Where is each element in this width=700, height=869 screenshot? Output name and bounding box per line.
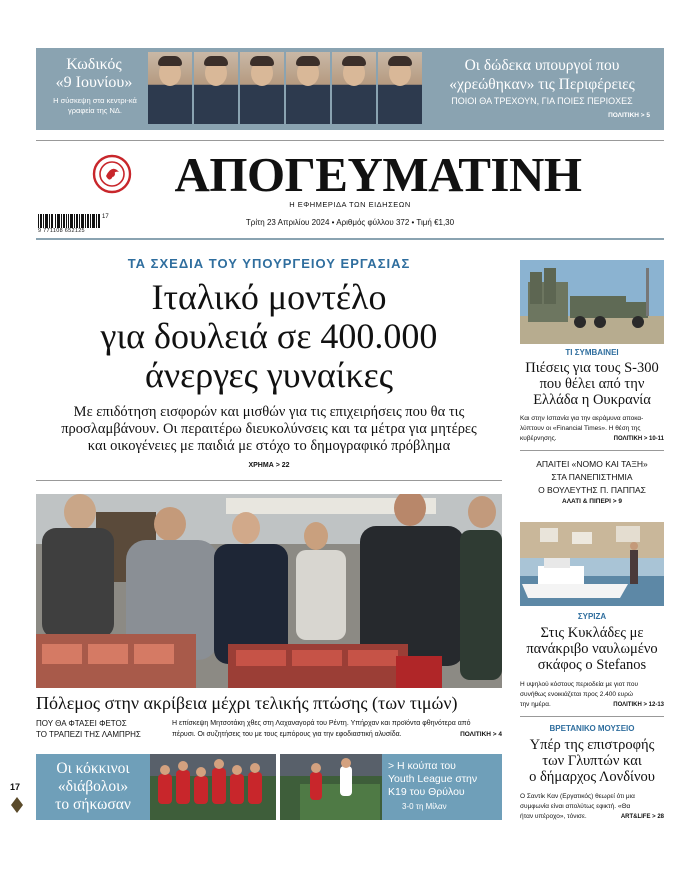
s3-title-line-3: σκάφος ο Stefanos — [537, 657, 647, 673]
s3-body-line-2: συνήθως ενοικιάζεται προς 2.400 ευρώ — [520, 691, 633, 698]
s4-body-line-2: συμφωνία είναι απολύτως εφικτή. «Θα — [520, 803, 631, 810]
s1-title-line-1: Πιέσεις για τους S-300 — [525, 360, 659, 376]
sports-strip — [36, 754, 502, 820]
second-body-line-2: πέρυσι. Οι συζητήσεις του με τους εμπόρους για την εφοδιαστική αλυσίδα. — [172, 731, 402, 738]
s2-line-3: Ο ΒΟΥΛΕΥΤΗΣ Π. ΠΑΠΠΑΣ — [538, 485, 646, 495]
s1-title-line-3: Ελλάδα η Ουκρανία — [533, 392, 651, 408]
second-body-line-1: Η επίσκεψη Μητσοτάκη χθες στη Λαχαναγορά του Ρέντη. Υπήρχαν και προϊόντα φθηνότερα από — [172, 720, 471, 727]
lead-headline-line-1: Ιταλικό μοντέλο — [151, 277, 387, 317]
market-visit-photo — [36, 494, 502, 688]
lead-kicker: ΤΑ ΣΧΕΔΙΑ ΤΟΥ ΥΠΟΥΡΓΕΙΟΥ ΕΡΓΑΣΙΑΣ — [127, 256, 411, 271]
s1-body-line-1: Και στην Ισπανία για την αεράμυνα αποκα- — [520, 415, 644, 422]
minister-portrait — [378, 52, 422, 124]
s4-kicker: ΒΡΕΤΑΝΙΚΟ ΜΟΥΣΕΙΟ — [549, 724, 635, 733]
lead-headline-line-3: άνεργες γυναίκες — [145, 355, 393, 395]
banner-right-title-1: Οι δώδεκα υπουργοί που — [464, 57, 620, 74]
lead-deck-line-1: Με επιδότηση εισφορών και μισθών για τις επιχειρήσεις που θα τις — [73, 404, 465, 420]
lead-headline-line-2: για δουλειά σε 400.000 — [100, 316, 438, 356]
diamond-icon — [11, 797, 23, 809]
s3-body-line-3: την ημέρα. — [520, 701, 551, 708]
s3-body-line-1: Η υψηλού κόστους περιοδεία με γιοτ που — [520, 681, 639, 688]
ministers-photo-strip — [148, 48, 424, 130]
s1-kicker: ΤΙ ΣΥΜΒΑΙΝΕΙ — [565, 348, 619, 357]
s4-title-line-3: ο δήμαρχος Λονδίνου — [529, 769, 655, 785]
s3-title-line-2: πανάκριβο ναυλωμένο — [526, 641, 658, 657]
s4-title-line-1: Υπέρ της επιστροφής — [529, 737, 655, 753]
s3-ref: ΠΟΛΙΤΙΚΗ > 12-13 — [613, 702, 664, 708]
minister-portrait — [240, 52, 284, 124]
second-headline: Πόλεμος στην ακρίβεια μέχρι τελικής πτώσης (των τιμών) — [36, 693, 458, 713]
s1-title-line-2: που θέλει από την — [539, 376, 645, 392]
s4-body-line-1: Ο Σαντίκ Καν (Εργατικός) θεωρεί ότι μια — [520, 793, 635, 800]
s1-body-line-3: κυβέρνησης. — [520, 435, 557, 442]
s4-body-line-3: ήταν υπέροχο», τόνισε. — [520, 813, 587, 820]
minister-portrait — [332, 52, 376, 124]
masthead-logo-icon — [92, 154, 132, 194]
second-kicker-line-1: ΠΟΥ ΘΑ ΦΤΑΣΕΙ ΦΕΤΟΣ — [36, 719, 127, 728]
s2-line-1: ΑΠΑΙΤΕΙ «ΝΟΜΟ ΚΑΙ ΤΑΞΗ» — [536, 459, 648, 469]
second-kicker-line-2: ΤΟ ΤΡΑΠΕΖΙ ΤΗΣ ΛΑΜΠΡΗΣ — [36, 730, 141, 739]
top-banner — [36, 48, 664, 130]
lead-deck-line-3: και οικογένειες με παιδιά με στόχο το δημογραφικό πρόβλημα — [87, 438, 451, 454]
masthead-title: ΑΠΟΓΕΥΜΑΤΙΝΗ — [174, 147, 582, 202]
page-number: 17 — [10, 782, 21, 792]
sports-left-line-3: το σήκωσαν — [55, 796, 131, 813]
sports-left-line-2: «διάβολοι» — [57, 778, 129, 795]
barcode-number: 9 771108 652125 — [38, 228, 85, 234]
sports-right-line-1: > Η κούπα του — [388, 760, 456, 772]
banner-left-title-2: «9 Ιουνίου» — [55, 74, 133, 91]
masthead-bottom-rule — [36, 238, 664, 240]
s1-body-line-2: λύπτουν οι «Financial Times». Η θέση της — [520, 425, 641, 432]
masthead-top-rule — [36, 140, 664, 141]
banner-left-sub: Η σύσκεψη στα κεντρι-κά γραφεία της ΝΔ. — [53, 96, 137, 115]
banner-right-ref: ΠΟΛΙΤΙΚΗ > 5 — [608, 112, 650, 119]
sports-right-line-2: Youth League στην — [388, 773, 478, 785]
sidebar-divider — [520, 716, 664, 717]
lead-deck-line-2: προσλαμβάνουν. Οι περαιτέρω διευκολύνσεις και τα μέτρα για μητέρες — [61, 421, 477, 437]
sports-left-line-1: Οι κόκκινοι — [56, 760, 130, 777]
minister-portrait — [194, 52, 238, 124]
s2-ref: ΑΛΑΤΙ & ΠΙΠΕΡΙ > 9 — [562, 498, 622, 505]
issue-line: Τρίτη 23 Απριλίου 2024 • Αριθμός φύλλου 372 • Τιμή €1,30 — [245, 218, 455, 227]
lead-divider — [36, 480, 502, 481]
s3-title-line-1: Στις Κυκλάδες με — [540, 625, 644, 641]
sports-right-line-4: 3-0 τη Μίλαν — [402, 802, 447, 811]
minister-portrait — [286, 52, 330, 124]
lead-ref: ΧΡΗΜΑ > 22 — [248, 462, 290, 469]
s300-missile-photo — [520, 260, 664, 344]
yacht-photo — [520, 522, 664, 606]
s3-kicker: ΣΥΡΙΖΑ — [577, 612, 607, 621]
barcode-issue: 17 — [102, 214, 109, 220]
s4-ref: ART&LIFE > 28 — [620, 814, 664, 820]
sports-right-line-3: Κ19 του Θρύλου — [388, 786, 465, 798]
s4-title-line-2: των Γλυπτών και — [542, 753, 642, 769]
masthead-tagline: Η ΕΦΗΜΕΡΙΔΑ ΤΩΝ ΕΙΔΗΣΕΩΝ — [289, 200, 411, 209]
s2-line-2: ΣΤΑ ΠΑΝΕΠΙΣΤΗΜΙΑ — [551, 472, 633, 482]
second-ref: ΠΟΛΙΤΙΚΗ > 4 — [460, 731, 502, 738]
banner-right-sub: ΠΟΙΟΙ ΘΑ ΤΡΕΧΟΥΝ, ΓΙΑ ΠΟΙΕΣ ΠΕΡΙΟΧΕΣ — [451, 96, 633, 106]
banner-left-title-1: Κωδικός — [66, 56, 122, 73]
minister-portrait — [148, 52, 192, 124]
sports-photo — [150, 754, 382, 820]
s1-ref: ΠΟΛΙΤΙΚΗ > 10-11 — [613, 436, 664, 442]
banner-right-title-2: «χρεώθηκαν» τις Περιφέρειες — [449, 76, 635, 93]
sidebar-divider — [520, 450, 664, 451]
